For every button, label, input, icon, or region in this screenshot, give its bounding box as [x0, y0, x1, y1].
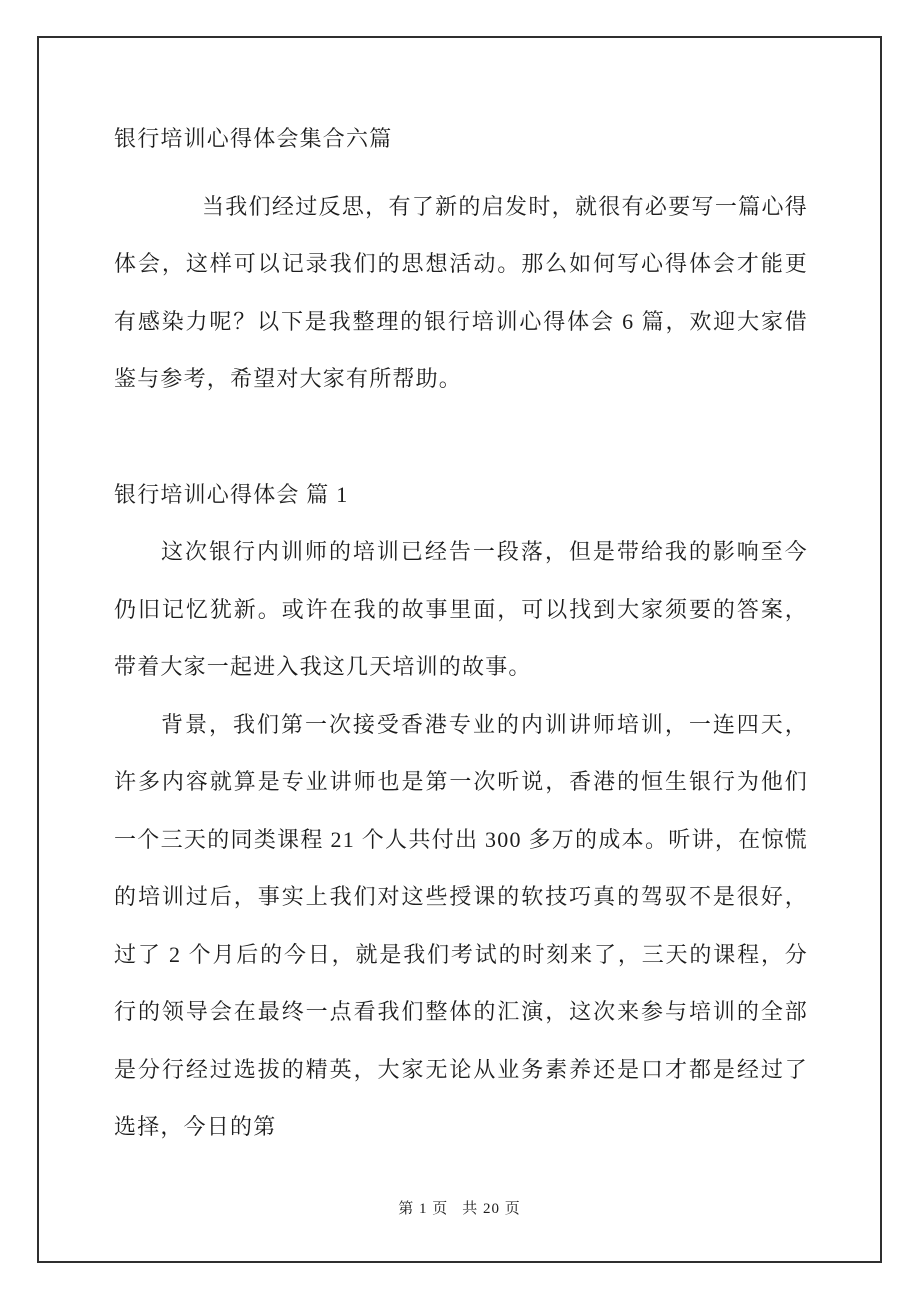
body-paragraph: 背景，我们第一次接受香港专业的内训讲师培训，一连四天，许多内容就算是专业讲师也是第一次听说，香港的恒生银行为他们一个三天的同类课程 21 个人共付出 300 多万的成本。听讲，在惊慌的培训过后，事实上我们对这些授课的软技巧真的驾驭不是很好，过了 2 个月后的今日，就是我们考试的时刻来了，三天的课程，分行的领导会在最终一点看我们整体的汇演，这次来参与培训的全部是分行经过选拔的精英，大家无论从业务素养还是口才都是经过了选择，今日的第: [114, 711, 808, 1139]
document-title: 银行培训心得体会集合六篇: [114, 126, 393, 151]
current-page-number: 第 1 页: [398, 1201, 449, 1217]
page-footer: [39, 1198, 880, 1220]
intro-paragraph: 当我们经过反思，有了新的启发时，就很有必要写一篇心得体会，这样可以记录我们的思想活动。那么如何写心得体会才能更有感染力呢？以下是我整理的银行培训心得体会 6 篇，欢迎大家借鉴与参考，希望对大家有所帮助。: [114, 193, 808, 391]
document-page: [37, 36, 882, 1263]
total-page-count: 共 20 页: [462, 1201, 521, 1217]
section-heading: 银行培训心得体会 篇 1: [114, 481, 349, 507]
body-paragraph: 这次银行内训师的培训已经告一段落，但是带给我的影响至今仍旧记忆犹新。或许在我的故事里面，可以找到大家须要的答案，带着大家一起进入我这几天培训的故事。: [114, 539, 808, 679]
document-content: [41, 40, 878, 1156]
